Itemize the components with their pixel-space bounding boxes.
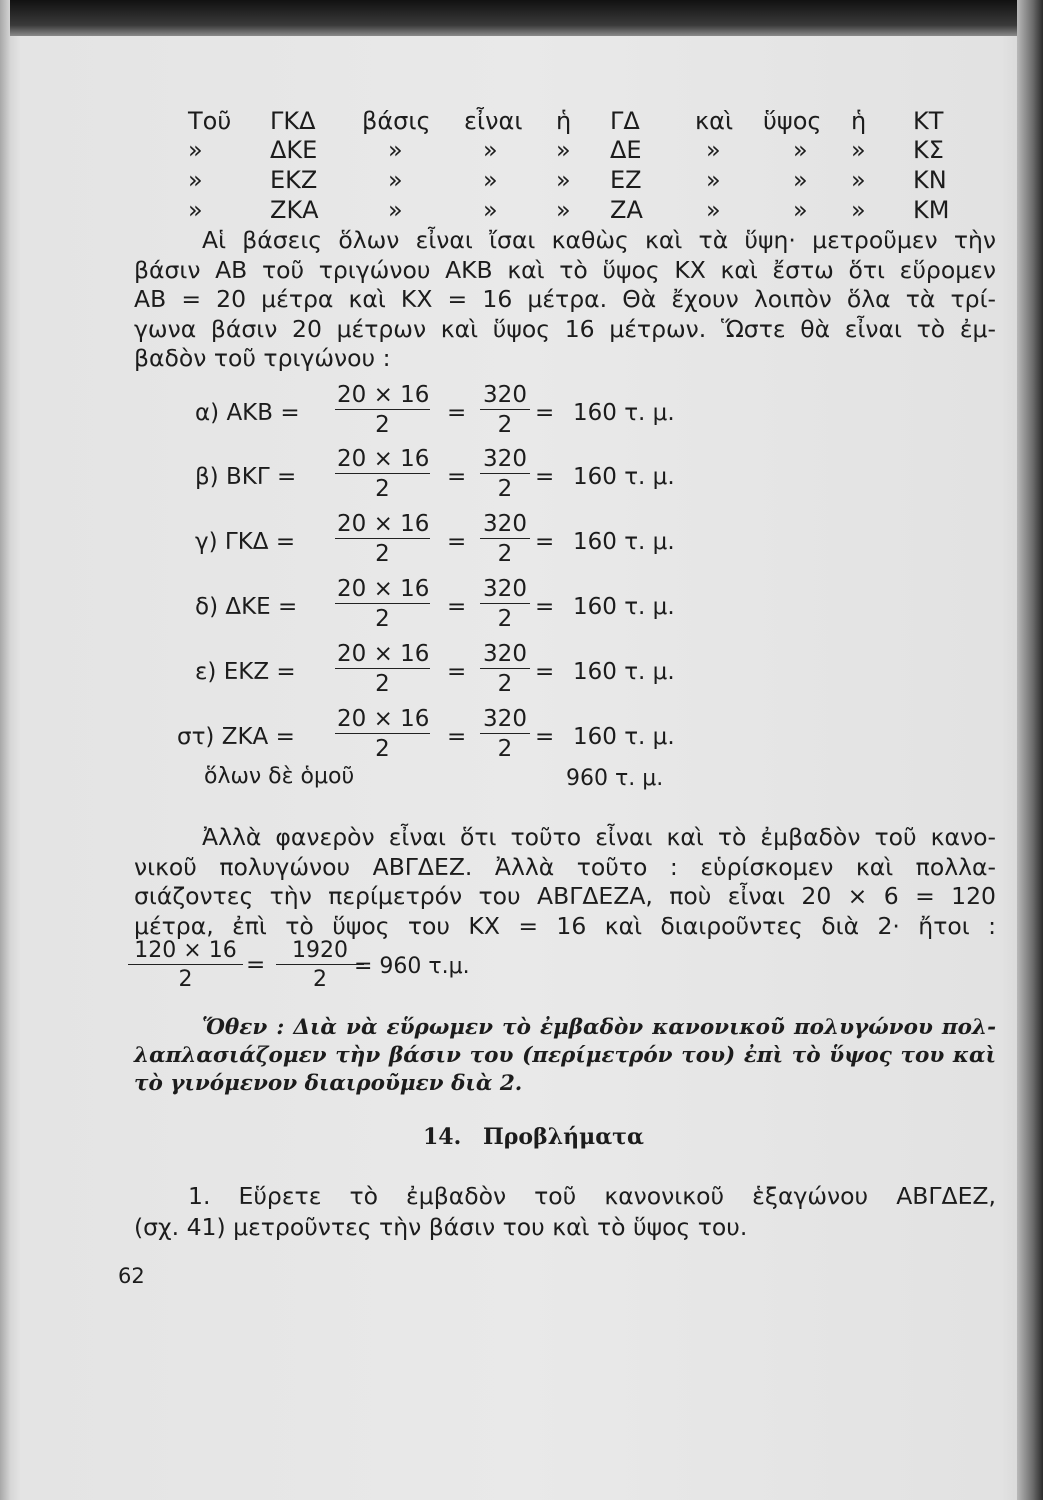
section-number: 14. — [423, 1124, 462, 1150]
fraction: $\frac{120 \times 16}{2}$ — [128, 938, 243, 992]
problem-1: 1. Εὕρετε τὸ ἐμβαδὸν τοῦ κανονικοῦ ἑξαγώνου ΑΒΓΔΕΖ, (σχ. 41) μετροῦντες τὴν βάσιν του καὶ τὸ ὕψος του. — [134, 1182, 996, 1241]
equation-row: δ) ΔΚΕ = $\frac{20 \times 16}{2}$ = $\frac{320}{2}$ = 160 τ. μ. — [195, 576, 675, 632]
fraction: $\frac{20 \times 16}{2}$ — [337, 511, 430, 567]
table-row: » ΕΚΖ » » » ΕΖ » » » ΚΝ — [188, 166, 947, 194]
fraction: $\frac{320}{2}$ — [480, 382, 530, 438]
final-equation: $\frac{120 \times 16}{2}$ = $\frac{1920}{2}$ = 960 τ.μ. — [128, 938, 528, 998]
table-row: » ΖΚΑ » » » ΖΑ » » » ΚΜ — [188, 196, 950, 224]
rule-statement: Ὅθεν : Διὰ νὰ εὕρωμεν τὸ ἐμβαδὸν κανονικοῦ πολυγώνου πολ- λαπλασιάζομεν τὴν βάσιν του (περίμετρόν του) ἐπὶ τὸ ὕψος του καὶ τὸ γινόμενον διαιροῦμεν διὰ 2. — [134, 1015, 996, 1096]
page-number: 62 — [118, 1264, 145, 1288]
fraction: $\frac{320}{2}$ — [480, 446, 530, 502]
table-row: » ΔΚΕ » » » ΔΕ » » » ΚΣ — [188, 136, 944, 164]
fraction: $\frac{20 \times 16}{2}$ — [337, 446, 430, 502]
total-label: ὅλων δὲ ὁμοῦ — [204, 764, 355, 789]
scan-top-shadow — [0, 0, 1043, 36]
section-title: Προβλήματα — [483, 1124, 644, 1150]
total-value: 960 τ. μ. — [566, 766, 664, 791]
paragraph-polygon-area: Ἀλλὰ φανερὸν εἶναι ὅτι τοῦτο εἶναι καὶ τὸ ἐμβαδὸν τοῦ κανο- νικοῦ πολυγώνου ΑΒΓΔΕΖ. Ἀλλὰ τοῦτο : εὑρίσκομεν καὶ πολλα- σιάζοντες τὴν περίμετρόν του ΑΒΓΔΕΖΑ, ποὺ εἶναι 20 × 6 = 120 μέτρα, ἐπὶ τὸ ὕψος του ΚΧ = 16 καὶ διαιροῦντες διὰ 2· ἤτοι : — [134, 823, 996, 940]
table-row: Τοῦ ΓΚΔ βάσις εἶναι ἡ ΓΔ καὶ ὕψος ἡ ΚΤ — [188, 107, 944, 135]
fraction: $\frac{320}{2}$ — [480, 576, 530, 632]
fraction: $\frac{20 \times 16}{2}$ — [337, 576, 430, 632]
fraction: $\frac{1920}{2}$ — [276, 938, 364, 992]
fraction: $\frac{320}{2}$ — [480, 511, 530, 567]
equation-row: στ) ΖΚΑ = $\frac{20 \times 16}{2}$ = $\frac{320}{2}$ = 160 τ. μ. — [177, 706, 675, 762]
equation-row: β) ΒΚΓ = $\frac{20 \times 16}{2}$ = $\frac{320}{2}$ = 160 τ. μ. — [195, 446, 675, 502]
fraction: $\frac{20 \times 16}{2}$ — [337, 641, 430, 697]
fraction: $\frac{20 \times 16}{2}$ — [337, 382, 430, 438]
scan-left-edge — [0, 0, 10, 1500]
equation-row: ε) ΕΚΖ = $\frac{20 \times 16}{2}$ = $\frac{320}{2}$ = 160 τ. μ. — [195, 641, 675, 697]
fraction: $\frac{320}{2}$ — [480, 641, 530, 697]
equation-row: γ) ΓΚΔ = $\frac{20 \times 16}{2}$ = $\frac{320}{2}$ = 160 τ. μ. — [195, 511, 675, 567]
fraction: $\frac{320}{2}$ — [480, 706, 530, 762]
fraction: $\frac{20 \times 16}{2}$ — [337, 706, 430, 762]
paragraph-bases-heights: Αἱ βάσεις ὅλων εἶναι ἴσαι καθὼς καὶ τὰ ὕψη· μετροῦμεν τὴν βάσιν ΑΒ τοῦ τριγώνου ΑΚΒ καὶ τὸ ὕψος ΚΧ καὶ ἔστω ὅτι εὕρομεν ΑΒ = 20 μέτρα καὶ ΚΧ = 16 μέτρα. Θὰ ἔχουν λοιπὸν ὅλα τὰ τρί- γωνα βάσιν 20 μέτρων καὶ ὕψος 16 μέτρων. Ὥστε θὰ εἶναι τὸ ἐμ- βαδὸν τοῦ τριγώνου : — [134, 226, 996, 372]
scan-right-edge — [1017, 0, 1043, 1500]
equation-row: α) ΑΚΒ = $\frac{20 \times 16}{2}$ = $\frac{320}{2}$ = 160 τ. μ. — [195, 382, 675, 438]
